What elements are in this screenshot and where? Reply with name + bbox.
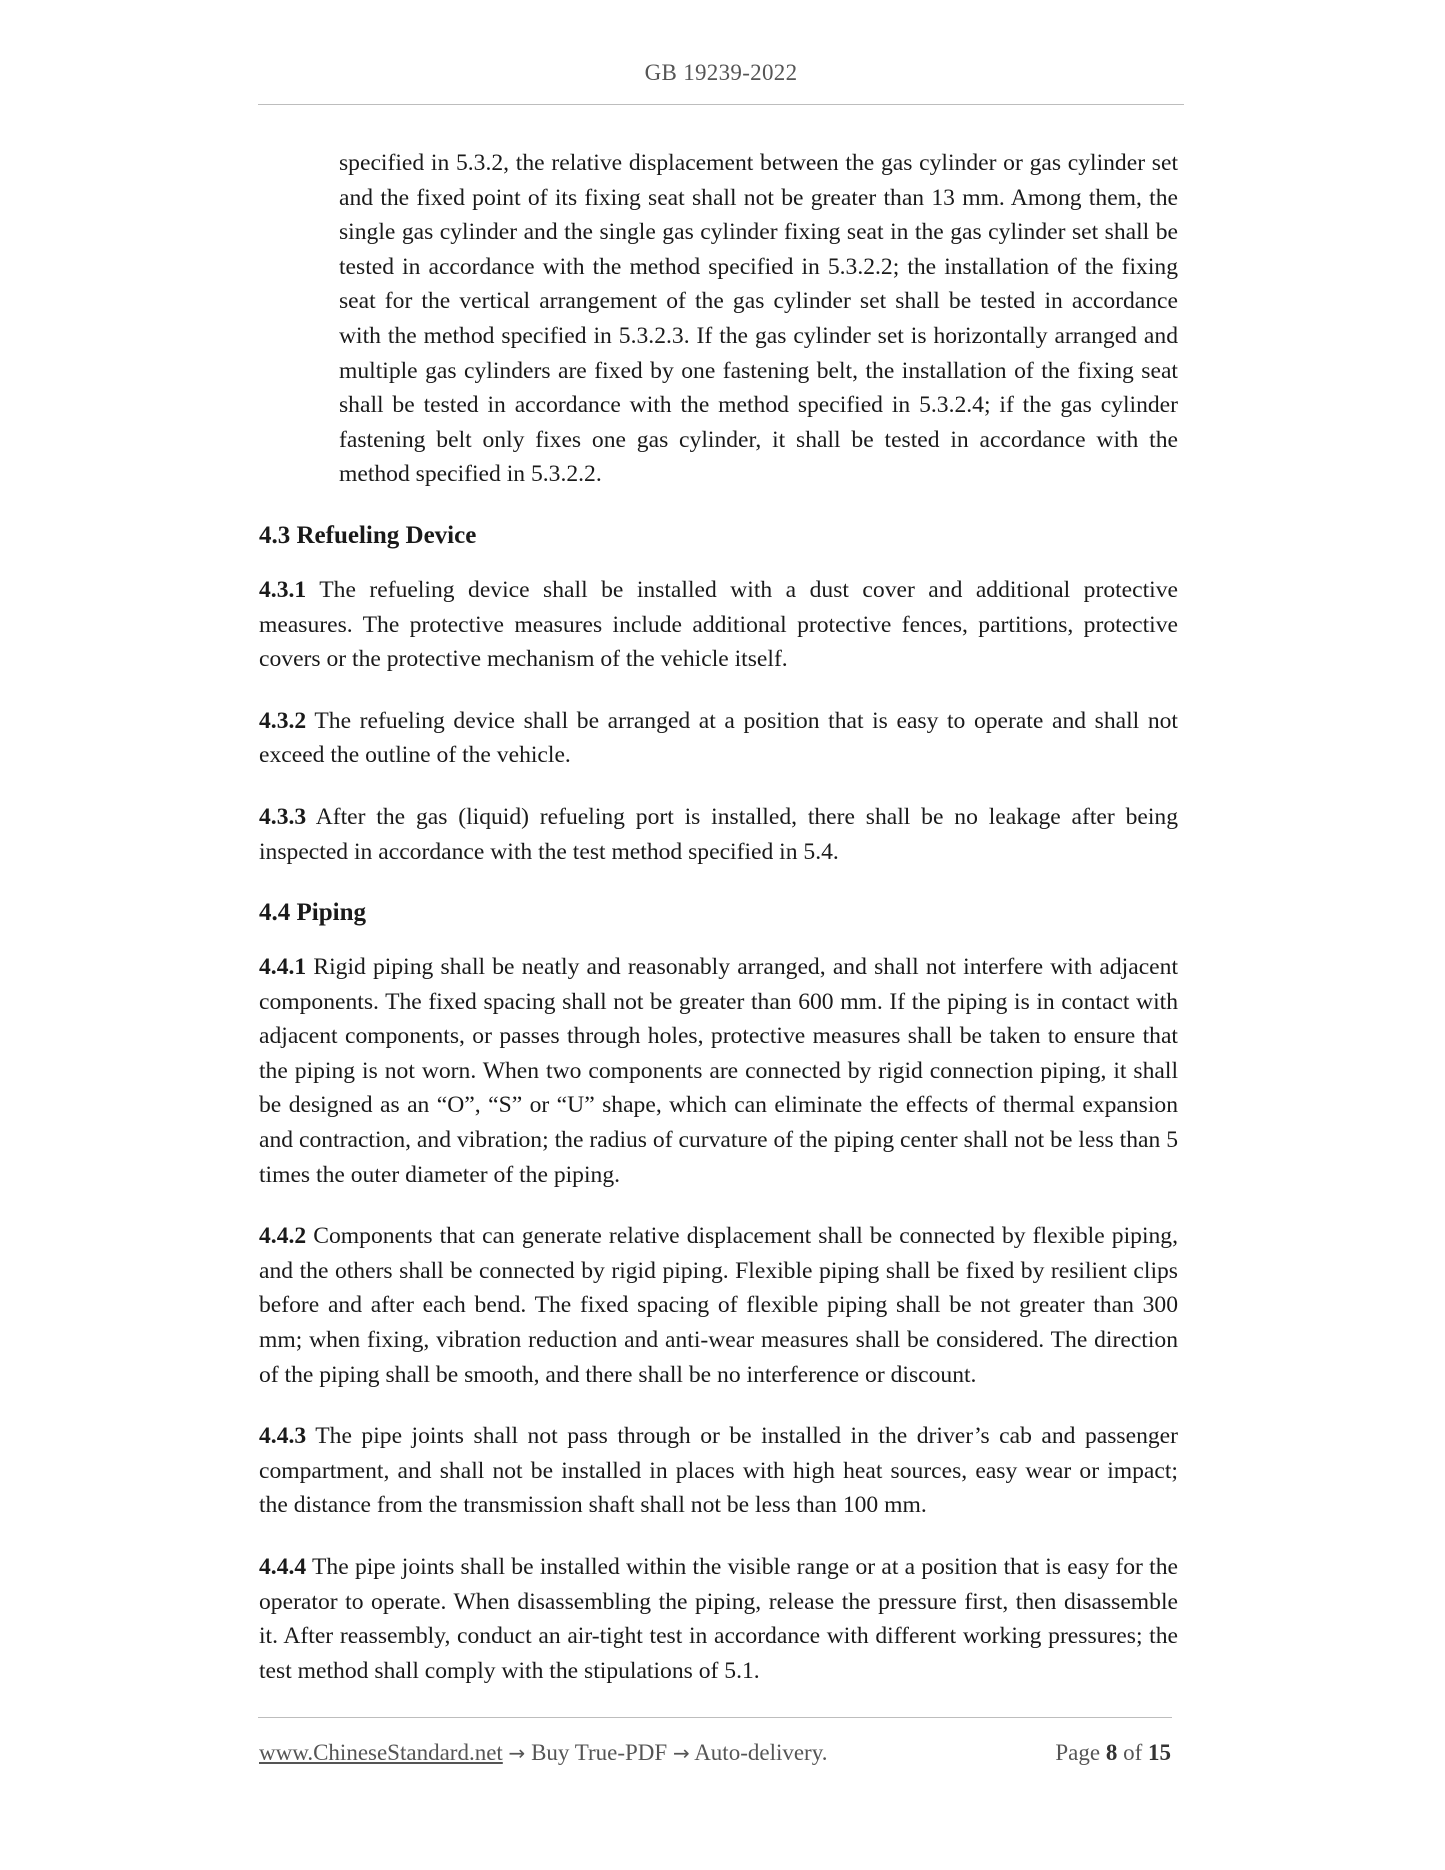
- footer-divider: [258, 1717, 1172, 1718]
- arrow-right-icon: →: [508, 1741, 526, 1765]
- clause-4-3-3: [259, 800, 1178, 869]
- clause-4-4-2: [259, 1219, 1178, 1392]
- clause-text: The pipe joints shall not pass through or be installed in the driver’s cab and passenger compartment, and shall not be installed in places with high heat sources, easy wear or impact; the distance from the transmission shaft shall not be less than 100 mm.: [259, 1423, 1178, 1519]
- clause-number: 4.3.2: [259, 707, 307, 734]
- page-label: Page: [1055, 1740, 1106, 1765]
- clause-text: The refueling device shall be installed with a dust cover and additional protective measures. The protective measures include additional protective fences, partitions, protective covers or the protective mechanism of the vehicle itself.: [259, 576, 1178, 673]
- header-divider: [258, 104, 1184, 105]
- clause-text: Components that can generate relative displacement shall be connected by flexible piping, and the others shall be connected by rigid piping. Flexible piping shall be fixed by resilient clips before and after each bend. The fixed spacing of flexible piping shall be not greater than 300 mm; when fixing, vibration reduction and anti-wear measures shall be considered. The direction of the piping shall be smooth, and there shall be no interference or discount.: [259, 1223, 1178, 1388]
- buy-true-pdf-text: Buy True-PDF: [525, 1740, 673, 1765]
- clause-text: The pipe joints shall be installed within the visible range or at a position that is easy for the operator to operate. When disassembling the piping, release the pressure first, then disassemble it. After reassembly, conduct an air-tight test in accordance with different working pressures; the test method shall comply with the stipulations of 5.1.: [259, 1554, 1178, 1684]
- clause-number: 4.3.1: [259, 576, 307, 603]
- document-body: [259, 146, 1178, 1715]
- arrow-right-icon: →: [672, 1741, 690, 1765]
- clause-4-4-3: [259, 1419, 1178, 1523]
- page-of-label: of: [1117, 1740, 1148, 1765]
- current-page-number: 8: [1105, 1740, 1118, 1765]
- standard-code: GB 19239-2022: [644, 60, 798, 85]
- clause-4-4-4: [259, 1550, 1178, 1688]
- site-link[interactable]: www.ChineseStandard.net: [259, 1740, 503, 1765]
- clause-4-3-1: [259, 573, 1178, 677]
- footer-promo: [259, 1740, 827, 1766]
- clause-text: Rigid piping shall be neatly and reasonably arranged, and shall not interfere with adjacent components. The fixed spacing shall not be greater than 600 mm. If the piping is in contact with adjacent components, or passes through holes, protective measures shall be taken to ensure that the piping is not worn. When two components are connected by rigid connection piping, it shall be designed as an “O”, “S” or “U” shape, which can eliminate the effects of thermal expansion and contraction, and vibration; the radius of curvature of the piping center shall not be less than 5 times the outer diameter of the piping.: [259, 954, 1178, 1188]
- clause-text: The refueling device shall be arranged at a position that is easy to operate and shall not exceed the outline of the vehicle.: [259, 707, 1178, 769]
- page-header: [258, 60, 1184, 86]
- clause-number: 4.4.4: [259, 1554, 307, 1580]
- continuation-paragraph: specified in 5.3.2, the relative displacement between the gas cylinder or gas cylinder set and the fixed point of its fixing seat shall not be greater than 13 mm. Among them, the single gas cylinder and the single gas cylinder fixing seat in the gas cylinder set shall be tested in accordance with the method specified in 5.3.2.2; the installation of the fixing seat for the vertical arrangement of the gas cylinder set shall be tested in accordance with the method specified in 5.3.2.3. If the gas cylinder set is horizontally arranged and multiple gas cylinders are fixed by one fastening belt, the installation of the fixing seat shall be tested in accordance with the method specified in 5.3.2.4; if the gas cylinder fastening belt only fixes one gas cylinder, it shall be tested in accordance with the method specified in 5.3.2.2.: [339, 150, 1178, 488]
- section-heading-4-3: 4.3 Refueling Device: [259, 521, 477, 549]
- clause-number: 4.4.1: [259, 954, 307, 981]
- auto-delivery-text: Auto-delivery.: [689, 1740, 828, 1765]
- clause-4-3-2: [259, 704, 1178, 773]
- page-indicator: [1055, 1740, 1171, 1766]
- section-heading-4-4: 4.4 Piping: [259, 899, 366, 927]
- clause-number: 4.4.2: [259, 1223, 307, 1250]
- total-pages-number: 15: [1148, 1740, 1171, 1765]
- clause-text: After the gas (liquid) refueling port is installed, there shall be no leakage after being inspected in accordance with the test method specified in 5.4.: [259, 803, 1178, 865]
- clause-number: 4.4.3: [259, 1423, 307, 1450]
- clause-4-4-1: [259, 950, 1178, 1192]
- clause-number: 4.3.3: [259, 803, 307, 830]
